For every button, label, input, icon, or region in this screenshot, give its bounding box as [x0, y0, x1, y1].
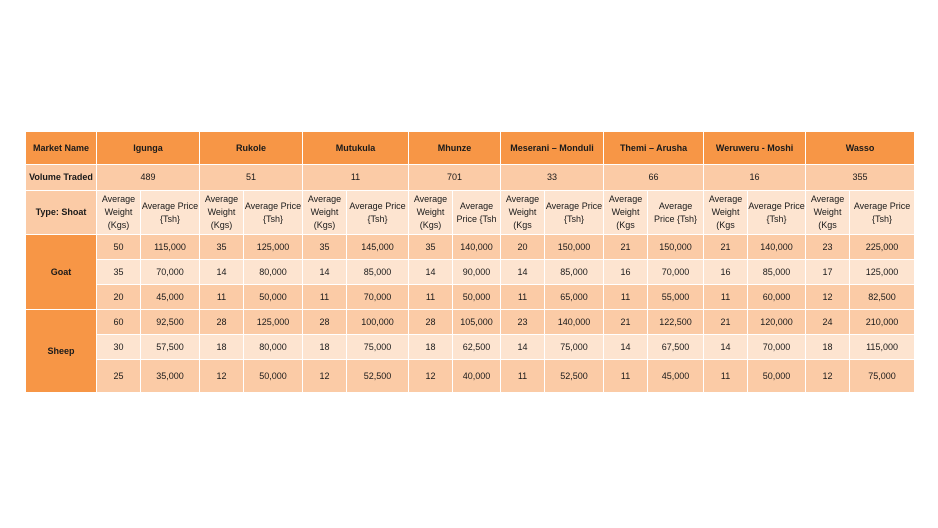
price-cell: 225,000	[850, 235, 915, 260]
weight-cell: 14	[604, 335, 648, 360]
price-cell: 125,000	[244, 235, 303, 260]
price-cell: 125,000	[244, 310, 303, 335]
volume-traded-value: 11	[303, 165, 409, 191]
price-cell: 70,000	[347, 285, 409, 310]
average-price-header: Average Price {Tsh	[453, 191, 501, 235]
weight-cell: 14	[501, 335, 545, 360]
weight-cell: 35	[200, 235, 244, 260]
volume-traded-value: 66	[604, 165, 704, 191]
price-cell: 85,000	[347, 260, 409, 285]
price-cell: 35,000	[141, 360, 200, 393]
price-cell: 82,500	[850, 285, 915, 310]
average-weight-header: Average Weight (Kgs	[806, 191, 850, 235]
weight-cell: 12	[303, 360, 347, 393]
market-name: Rukole	[200, 132, 303, 165]
average-price-header: Average Price {Tsh}	[748, 191, 806, 235]
price-cell: 125,000	[850, 260, 915, 285]
weight-cell: 14	[501, 260, 545, 285]
market-name: Meserani – Monduli	[501, 132, 604, 165]
price-cell: 140,000	[748, 235, 806, 260]
price-cell: 75,000	[850, 360, 915, 393]
weight-cell: 21	[604, 310, 648, 335]
average-price-header: Average Price {Tsh}	[244, 191, 303, 235]
market-name-row	[26, 132, 915, 165]
volume-traded-value: 16	[704, 165, 806, 191]
volume-traded-value: 51	[200, 165, 303, 191]
volume-traded-value: 33	[501, 165, 604, 191]
type-shoat-label: Type: Shoat	[26, 191, 97, 235]
market-name: Weruweru - Moshi	[704, 132, 806, 165]
average-weight-header: Average Weight (Kgs)	[409, 191, 453, 235]
weight-cell: 18	[806, 335, 850, 360]
price-cell: 62,500	[453, 335, 501, 360]
weight-cell: 12	[806, 285, 850, 310]
price-cell: 150,000	[648, 235, 704, 260]
price-cell: 75,000	[545, 335, 604, 360]
weight-cell: 35	[303, 235, 347, 260]
price-cell: 52,500	[545, 360, 604, 393]
weight-cell: 28	[303, 310, 347, 335]
weight-cell: 60	[97, 310, 141, 335]
weight-cell: 50	[97, 235, 141, 260]
average-weight-header: Average Weight (Kgs	[501, 191, 545, 235]
weight-cell: 11	[303, 285, 347, 310]
weight-cell: 11	[704, 285, 748, 310]
price-cell: 60,000	[748, 285, 806, 310]
market-price-table	[25, 131, 915, 393]
price-cell: 100,000	[347, 310, 409, 335]
price-cell: 50,000	[748, 360, 806, 393]
price-cell: 65,000	[545, 285, 604, 310]
weight-cell: 28	[200, 310, 244, 335]
weight-cell: 12	[409, 360, 453, 393]
weight-cell: 35	[97, 260, 141, 285]
average-price-header: Average Price {Tsh}	[545, 191, 604, 235]
weight-cell: 11	[501, 285, 545, 310]
weight-cell: 30	[97, 335, 141, 360]
weight-cell: 14	[303, 260, 347, 285]
weight-cell: 11	[200, 285, 244, 310]
weight-cell: 20	[501, 235, 545, 260]
price-cell: 92,500	[141, 310, 200, 335]
price-cell: 50,000	[453, 285, 501, 310]
volume-traded-row	[26, 165, 915, 191]
weight-cell: 23	[806, 235, 850, 260]
price-cell: 75,000	[347, 335, 409, 360]
price-cell: 85,000	[748, 260, 806, 285]
type-header-row	[26, 191, 915, 235]
weight-cell: 18	[409, 335, 453, 360]
weight-cell: 12	[806, 360, 850, 393]
price-cell: 45,000	[141, 285, 200, 310]
weight-cell: 17	[806, 260, 850, 285]
weight-cell: 25	[97, 360, 141, 393]
price-cell: 57,500	[141, 335, 200, 360]
weight-cell: 20	[97, 285, 141, 310]
volume-traded-label: Volume Traded	[26, 165, 97, 191]
average-weight-header: Average Weight (Kgs	[604, 191, 648, 235]
price-cell: 150,000	[545, 235, 604, 260]
weight-cell: 14	[200, 260, 244, 285]
price-cell: 140,000	[545, 310, 604, 335]
market-name: Mhunze	[409, 132, 501, 165]
price-cell: 80,000	[244, 260, 303, 285]
price-cell: 105,000	[453, 310, 501, 335]
price-cell: 40,000	[453, 360, 501, 393]
average-weight-header: Average Weight (Kgs)	[303, 191, 347, 235]
price-cell: 115,000	[141, 235, 200, 260]
price-cell: 115,000	[850, 335, 915, 360]
market-name: Wasso	[806, 132, 915, 165]
price-cell: 90,000	[453, 260, 501, 285]
weight-cell: 23	[501, 310, 545, 335]
weight-cell: 14	[704, 335, 748, 360]
price-cell: 210,000	[850, 310, 915, 335]
weight-cell: 11	[409, 285, 453, 310]
weight-cell: 18	[303, 335, 347, 360]
weight-cell: 11	[604, 360, 648, 393]
weight-cell: 21	[704, 310, 748, 335]
price-cell: 50,000	[244, 360, 303, 393]
table-row	[26, 260, 915, 285]
price-cell: 85,000	[545, 260, 604, 285]
price-cell: 145,000	[347, 235, 409, 260]
table-row	[26, 360, 915, 393]
price-cell: 120,000	[748, 310, 806, 335]
table-row	[26, 285, 915, 310]
price-cell: 52,500	[347, 360, 409, 393]
weight-cell: 11	[704, 360, 748, 393]
weight-cell: 16	[704, 260, 748, 285]
market-name-label: Market Name	[26, 132, 97, 165]
price-cell: 70,000	[748, 335, 806, 360]
weight-cell: 28	[409, 310, 453, 335]
average-price-header: Average Price {Tsh}	[648, 191, 704, 235]
table-row	[26, 335, 915, 360]
market-name: Themi – Arusha	[604, 132, 704, 165]
price-cell: 70,000	[648, 260, 704, 285]
market-name: Igunga	[97, 132, 200, 165]
price-cell: 122,500	[648, 310, 704, 335]
price-cell: 45,000	[648, 360, 704, 393]
weight-cell: 14	[409, 260, 453, 285]
market-name: Mutukula	[303, 132, 409, 165]
weight-cell: 21	[704, 235, 748, 260]
price-cell: 50,000	[244, 285, 303, 310]
average-weight-header: Average Weight (Kgs)	[200, 191, 244, 235]
price-cell: 67,500	[648, 335, 704, 360]
weight-cell: 16	[604, 260, 648, 285]
average-price-header: Average Price {Tsh}	[850, 191, 915, 235]
average-price-header: Average Price {Tsh}	[347, 191, 409, 235]
weight-cell: 18	[200, 335, 244, 360]
weight-cell: 12	[200, 360, 244, 393]
volume-traded-value: 489	[97, 165, 200, 191]
table-row	[26, 235, 915, 260]
average-weight-header: Average Weight (Kgs)	[97, 191, 141, 235]
weight-cell: 35	[409, 235, 453, 260]
table-row	[26, 310, 915, 335]
price-cell: 80,000	[244, 335, 303, 360]
weight-cell: 21	[604, 235, 648, 260]
average-weight-header: Average Weight (Kgs	[704, 191, 748, 235]
weight-cell: 11	[501, 360, 545, 393]
weight-cell: 11	[604, 285, 648, 310]
animal-type-label: Goat	[26, 235, 97, 310]
price-cell: 70,000	[141, 260, 200, 285]
average-price-header: Average Price {Tsh}	[141, 191, 200, 235]
volume-traded-value: 355	[806, 165, 915, 191]
weight-cell: 24	[806, 310, 850, 335]
animal-type-label: Sheep	[26, 310, 97, 393]
price-cell: 55,000	[648, 285, 704, 310]
volume-traded-value: 701	[409, 165, 501, 191]
price-cell: 140,000	[453, 235, 501, 260]
